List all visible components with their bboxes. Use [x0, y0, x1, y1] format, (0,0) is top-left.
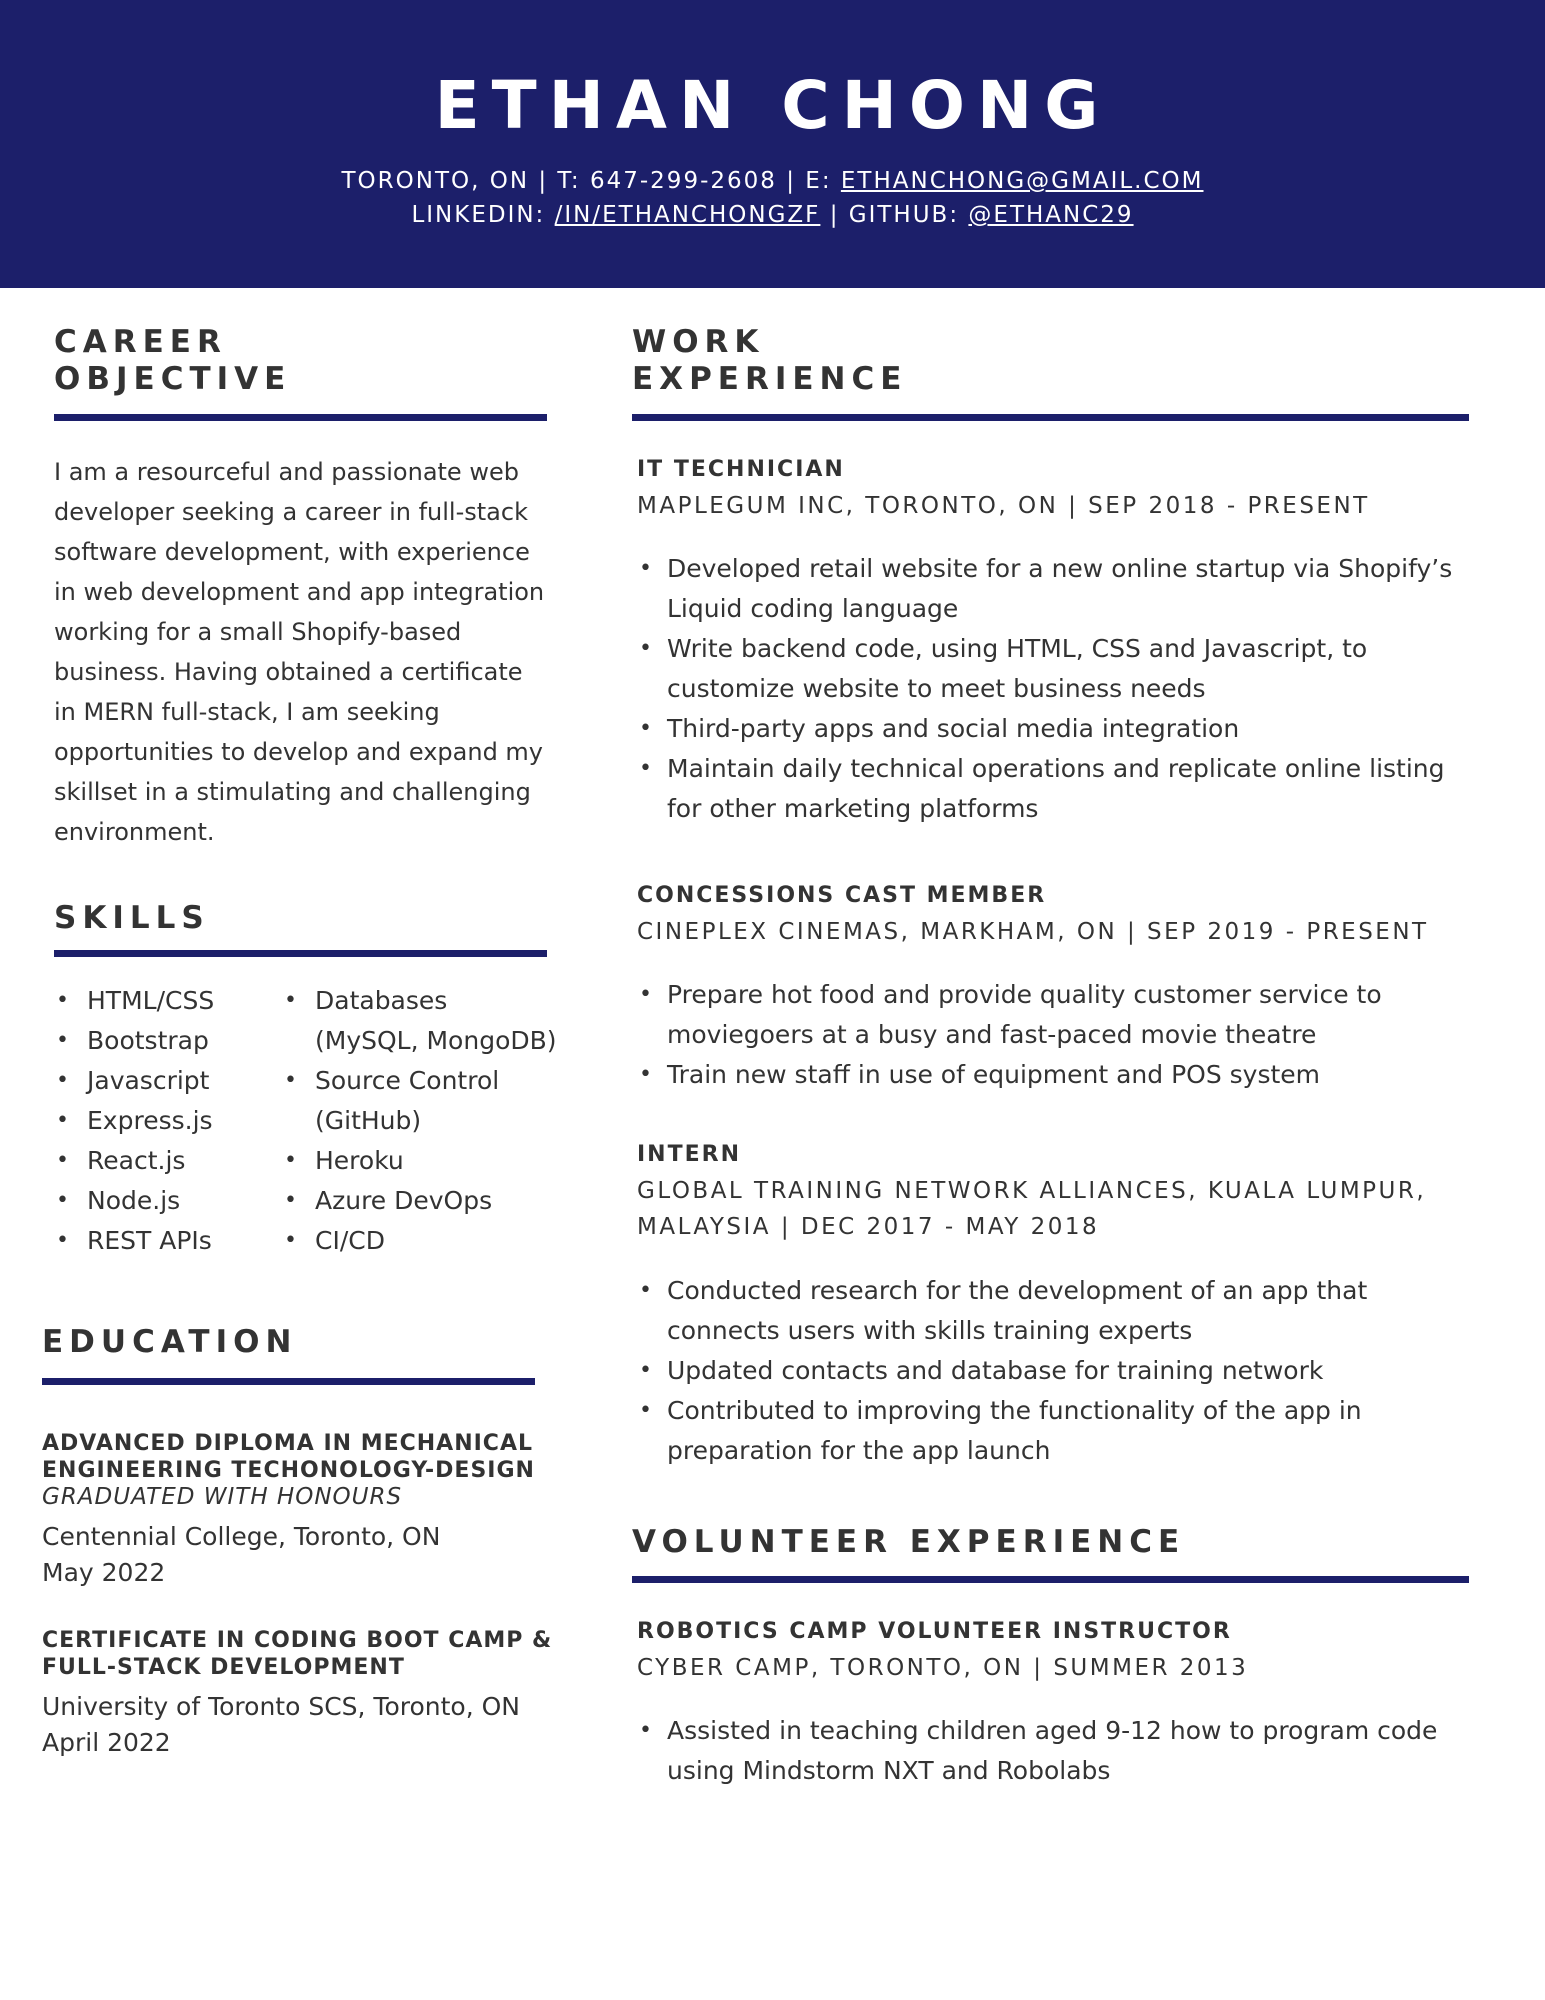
objective-line: software development, with experience: [54, 538, 530, 566]
job-bullets: [637, 549, 1477, 829]
volunteer-divider: [632, 1576, 1469, 1583]
education-entry-title: [42, 1627, 622, 1681]
job-bullets: [637, 975, 1477, 1095]
bullet-line: for other marketing platforms: [667, 794, 1039, 823]
volunteer-role: ROBOTICS CAMP VOLUNTEER INSTRUCTOR: [637, 1619, 1232, 1644]
bullet-line: • Contributed to improving the functionality of the app in: [667, 1396, 1362, 1425]
education-title: EDUCATION: [42, 1324, 298, 1360]
bullet-line: • Conducted research for the development of an app that: [667, 1276, 1368, 1305]
education-title-line: ADVANCED DIPLOMA IN MECHANICAL: [42, 1431, 533, 1456]
bullet-line: using Mindstorm NXT and Robolabs: [667, 1756, 1111, 1785]
list-item: • Updated contacts and database for training network: [637, 1351, 1477, 1391]
objective-line: opportunities to develop and expand my: [54, 738, 544, 766]
work-title: [632, 324, 907, 398]
list-item: [637, 549, 1477, 629]
volunteer-title: VOLUNTEER EXPERIENCE: [632, 1524, 1186, 1560]
skill-line: • Source Control: [315, 1066, 500, 1095]
objective-text: [54, 452, 594, 852]
github-label: | GITHUB:: [820, 202, 969, 228]
education-honours: GRADUATED WITH HONOURS: [42, 1484, 403, 1510]
list-item: • Third-party apps and social media integration: [637, 709, 1477, 749]
skill-line: • Databases: [315, 986, 448, 1015]
bullet-line: • Maintain daily technical operations and replicate online listing: [667, 754, 1445, 783]
skill-item: [282, 981, 602, 1061]
bullet-line: • Prepare hot food and provide quality customer service to: [667, 980, 1382, 1009]
job-meta: MAPLEGUM INC, TORONTO, ON | SEP 2018 - PRESENT: [637, 493, 1370, 519]
job-title: IT TECHNICIAN: [637, 457, 845, 482]
skills-divider: [54, 950, 547, 957]
skill-line: (MySQL, MongoDB): [315, 1026, 557, 1055]
job-bullets: [637, 1271, 1477, 1471]
skill-item: • React.js: [54, 1141, 274, 1181]
objective-line: in web development and app integration: [54, 578, 545, 606]
skill-item: • Azure DevOps: [282, 1181, 602, 1221]
bullet-line: • Developed retail website for a new online startup via Shopify’s: [667, 554, 1453, 583]
work-title-line1: WORK: [632, 324, 765, 360]
job-title: CONCESSIONS CAST MEMBER: [637, 883, 1047, 908]
objective-line: I am a resourceful and passionate web: [54, 458, 519, 486]
objective-title: [54, 324, 291, 398]
skill-item: • REST APIs: [54, 1221, 274, 1261]
skill-item: • Bootstrap: [54, 1021, 274, 1061]
list-item: • Train new staff in use of equipment and POS system: [637, 1055, 1477, 1095]
skills-title: SKILLS: [54, 900, 210, 936]
education-title-line: ENGINEERING TECHONOLOGY-DESIGN: [42, 1458, 535, 1483]
list-item: [637, 749, 1477, 829]
bullet-line: preparation for the app launch: [667, 1436, 1051, 1465]
skills-list-col2: [282, 981, 602, 1261]
objective-line: working for a small Shopify-based: [54, 618, 462, 646]
contact-line: [0, 166, 1545, 196]
objective-line: business. Having obtained a certificate: [54, 658, 523, 686]
volunteer-meta: CYBER CAMP, TORONTO, ON | SUMMER 2013: [637, 1655, 1249, 1681]
education-date: April 2022: [42, 1728, 171, 1757]
bullet-line: customize website to meet business needs: [667, 674, 1206, 703]
linkedin-label: LINKEDIN:: [411, 202, 555, 228]
location-phone: TORONTO, ON | T: 647-299-2608 | E:: [341, 168, 841, 194]
bullet-line: • Write backend code, using HTML, CSS and Javascript, to: [667, 634, 1368, 663]
objective-divider: [54, 414, 547, 421]
social-line: [0, 200, 1545, 230]
list-item: [637, 629, 1477, 709]
bullet-line: connects users with skills training experts: [667, 1316, 1193, 1345]
job-meta: CINEPLEX CINEMAS, MARKHAM, ON | SEP 2019 - PRESENT: [637, 919, 1429, 945]
skill-item: • HTML/CSS: [54, 981, 274, 1021]
objective-line: skillset in a stimulating and challenging: [54, 778, 531, 806]
list-item: [637, 975, 1477, 1055]
skill-item: • Heroku: [282, 1141, 602, 1181]
education-divider: [42, 1378, 535, 1385]
bullet-line: moviegoers at a busy and fast-paced movie theatre: [667, 1020, 1317, 1049]
skill-item: • CI/CD: [282, 1221, 602, 1261]
objective-title-line2: OBJECTIVE: [54, 361, 292, 397]
skill-item: [282, 1061, 602, 1141]
objective-line: developer seeking a career in full-stack: [54, 498, 528, 526]
list-item: [637, 1391, 1477, 1471]
job-title: INTERN: [637, 1142, 741, 1167]
education-title-line: CERTIFICATE IN CODING BOOT CAMP &: [42, 1628, 553, 1653]
objective-title-line1: CAREER: [54, 324, 227, 360]
linkedin-link[interactable]: /IN/ETHANCHONGZF: [554, 202, 821, 228]
skill-item: • Express.js: [54, 1101, 274, 1141]
skill-item: • Node.js: [54, 1181, 274, 1221]
email-link[interactable]: ETHANCHONG@GMAIL.COM: [840, 168, 1204, 194]
candidate-name: ETHAN CHONG: [434, 67, 1111, 144]
education-school: University of Toronto SCS, Toronto, ON: [42, 1692, 520, 1721]
education-school: Centennial College, Toronto, ON: [42, 1522, 441, 1551]
skills-list-col1: [54, 981, 274, 1261]
education-date: May 2022: [42, 1558, 166, 1587]
bullet-line: Liquid coding language: [667, 594, 959, 623]
list-item: [637, 1711, 1477, 1791]
skill-item: • Javascript: [54, 1061, 274, 1101]
skill-line: (GitHub): [315, 1106, 422, 1135]
work-title-line2: EXPERIENCE: [632, 361, 908, 397]
list-item: [637, 1271, 1477, 1351]
header-banner: [0, 0, 1545, 288]
github-link[interactable]: @ETHANC29: [968, 202, 1134, 228]
objective-line: environment.: [54, 818, 215, 846]
volunteer-bullets: [637, 1711, 1477, 1791]
work-divider: [632, 414, 1469, 421]
job-meta: MALAYSIA | DEC 2017 - MAY 2018: [637, 1214, 1100, 1240]
job-meta: GLOBAL TRAINING NETWORK ALLIANCES, KUALA LUMPUR,: [637, 1178, 1427, 1204]
education-title-line: FULL-STACK DEVELOPMENT: [42, 1655, 405, 1680]
bullet-line: • Assisted in teaching children aged 9-12 how to program code: [667, 1716, 1438, 1745]
education-entry-title: [42, 1430, 622, 1484]
objective-line: in MERN full-stack, I am seeking: [54, 698, 440, 726]
